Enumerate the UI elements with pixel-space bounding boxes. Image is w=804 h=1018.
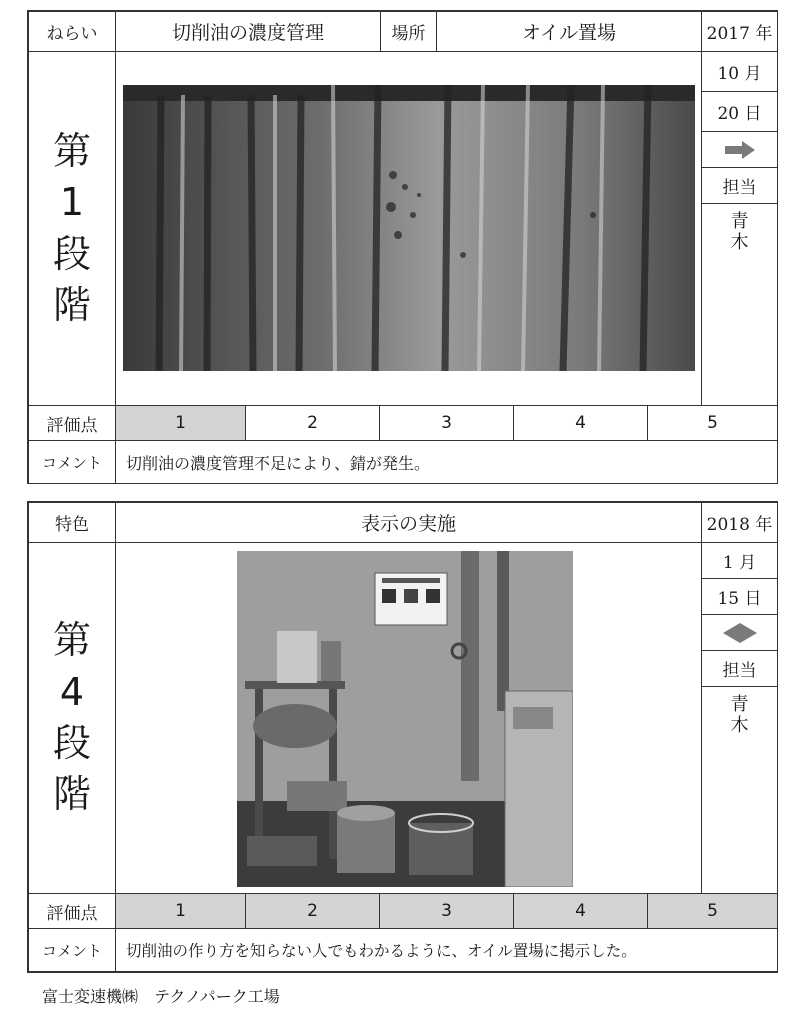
score-label: 評価点	[28, 405, 116, 441]
stage-char: 第	[52, 128, 91, 173]
stage-char: 段	[52, 721, 91, 765]
stage-label	[28, 542, 116, 894]
score-cell: 1	[115, 893, 246, 929]
stage-char: 階	[52, 772, 91, 817]
score-cell: 3	[379, 893, 514, 929]
aim-label: ねらい	[28, 11, 116, 52]
oil-storage-photo	[237, 551, 573, 887]
stage-char: 階	[52, 282, 91, 327]
footer-company: 富士変速機㈱ テクノパーク工場	[42, 987, 280, 1006]
rusted-wall-photo	[123, 85, 695, 371]
arrow-right-icon	[701, 131, 778, 168]
stage-label	[28, 51, 116, 406]
place-label: 場所	[380, 11, 437, 52]
date-month: 1 月	[701, 542, 778, 579]
stage-char: 4	[59, 669, 85, 714]
person-label: 担当	[701, 650, 778, 687]
feature-value: 表示の実施	[115, 502, 702, 543]
feature-label: 特色	[28, 502, 116, 543]
place-value: オイル置場	[436, 11, 702, 52]
date-month: 10 月	[701, 51, 778, 92]
person-name	[701, 203, 778, 406]
date-year: 2017 年	[701, 11, 778, 52]
score-cell-selected: 5	[647, 893, 778, 929]
stage-char: 段	[52, 231, 91, 276]
score-cell: 3	[379, 405, 514, 441]
person-name	[701, 686, 778, 894]
aim-value: 切削油の濃度管理	[115, 11, 381, 52]
score-cell: 4	[513, 893, 648, 929]
date-day: 15 日	[701, 578, 778, 615]
person-char: 青	[730, 211, 749, 232]
score-cell-selected: 1	[115, 405, 246, 441]
stage-char: 第	[52, 618, 91, 663]
score-cell: 4	[513, 405, 648, 441]
comment-text: 切削油の作り方を知らない人でもわかるように、オイル置場に掲示した。	[115, 928, 778, 972]
score-label: 評価点	[28, 893, 116, 929]
score-cell: 5	[647, 405, 778, 441]
stage-char: 1	[59, 180, 85, 225]
comment-label: コメント	[28, 440, 116, 484]
photo-frame	[115, 542, 702, 894]
date-year: 2018 年	[701, 502, 778, 543]
person-char: 木	[730, 714, 749, 736]
photo-frame	[115, 51, 702, 406]
comment-text: 切削油の濃度管理不足により、錆が発生。	[115, 440, 778, 484]
person-char: 木	[730, 231, 749, 253]
score-cell: 2	[245, 405, 380, 441]
kaizen-card-stage-1	[27, 10, 778, 484]
person-label: 担当	[701, 167, 778, 204]
date-day: 20 日	[701, 91, 778, 132]
score-cell: 2	[245, 893, 380, 929]
diamond-icon	[701, 614, 778, 651]
comment-label: コメント	[28, 928, 116, 972]
person-char: 青	[730, 694, 749, 715]
kaizen-card-stage-4	[27, 501, 778, 973]
